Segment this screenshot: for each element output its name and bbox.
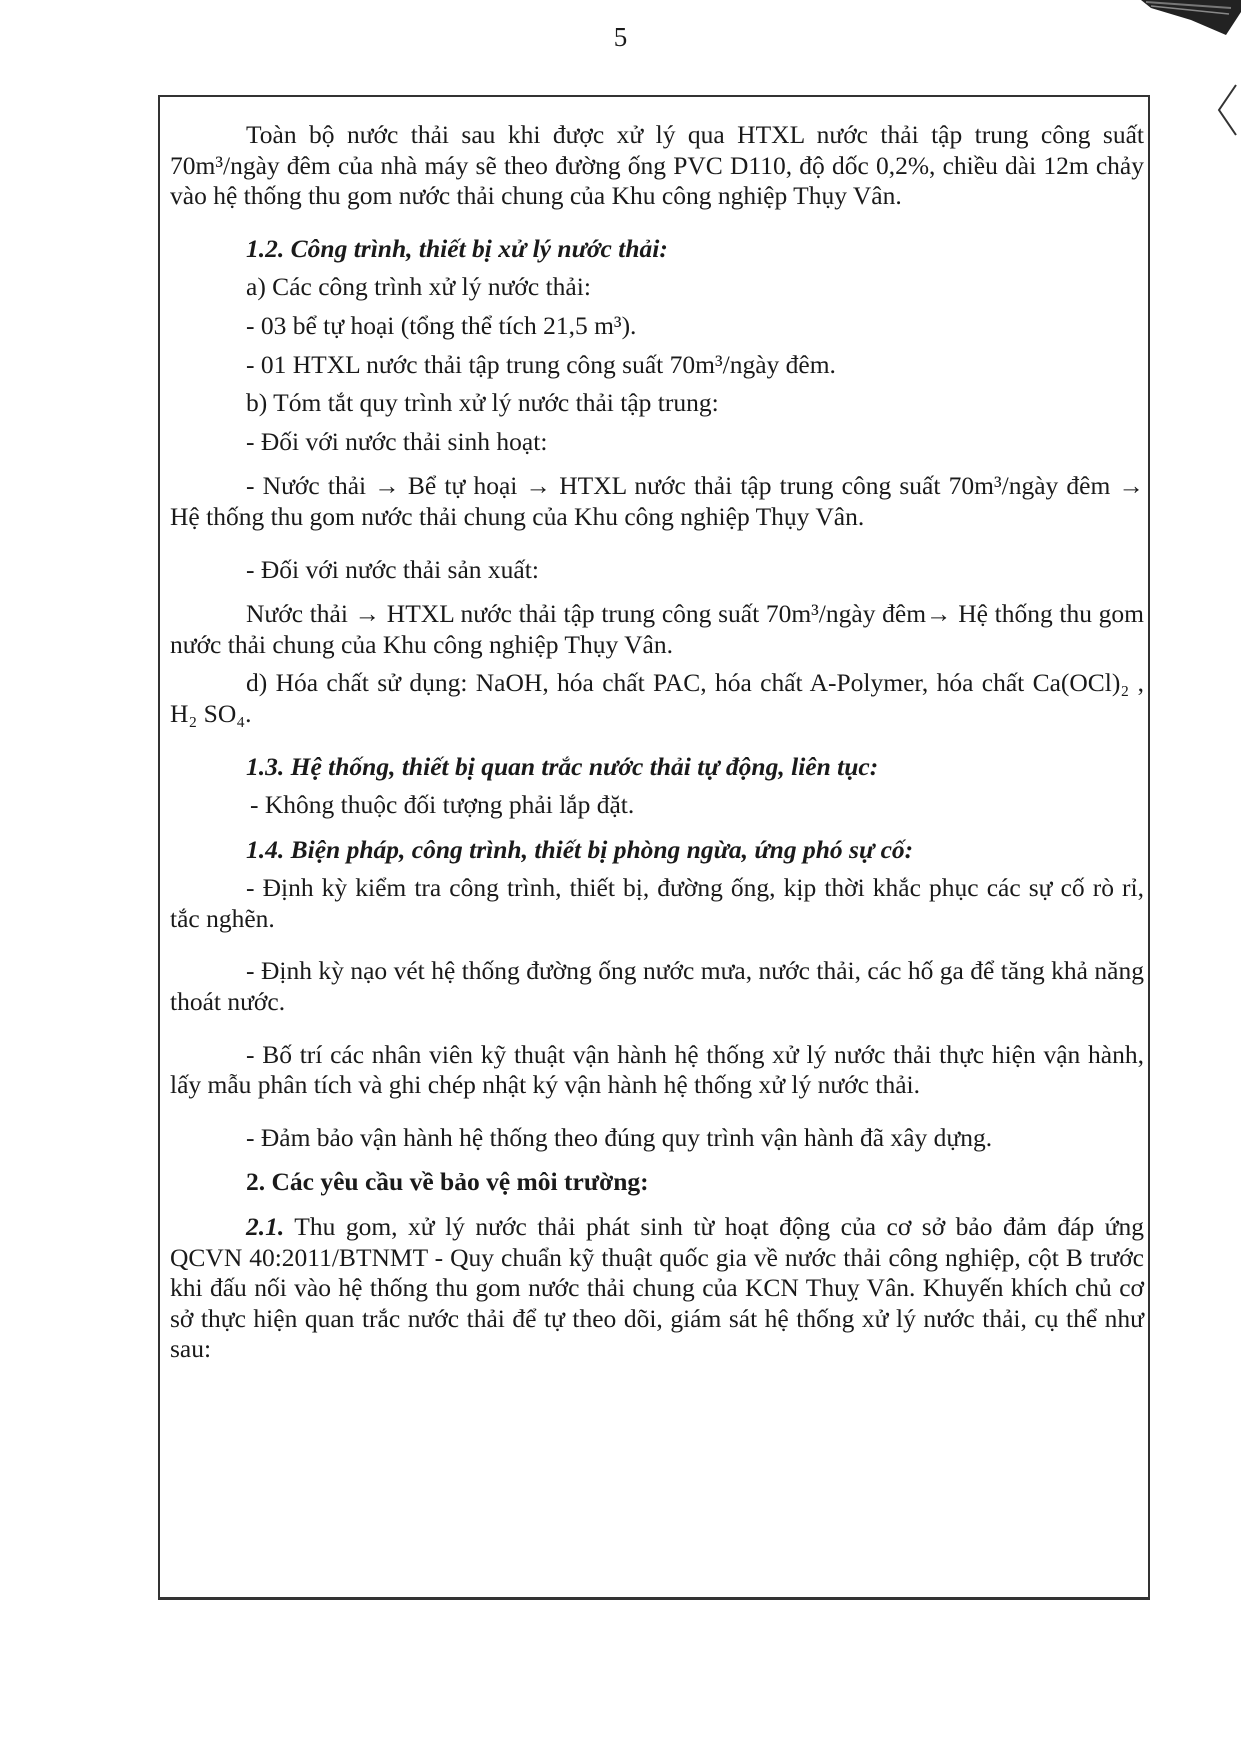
domestic-wastewater-flow: - Nước thải → Bể tự hoại → HTXL nước thải tập trung công suất 70m³/ngày đêm → Hệ thống thu gom nước thải chung của Khu công nghiệp Thụy Vân. <box>170 471 1144 531</box>
production-wastewater-flow: Nước thải → HTXL nước thải tập trung công suất 70m³/ngày đêm→ Hệ thống thu gom nước thải chung của Khu công nghiệp Thụy Vân. <box>170 599 1144 659</box>
monitoring-note: - Không thuộc đối tượng phải lắp đặt. <box>250 790 635 820</box>
measure-2: - Định kỳ nạo vét hệ thống đường ống nước mưa, nước thải, các hố ga để tăng khả năng thoát nước. <box>170 956 1144 1017</box>
measure-4: - Đảm bảo vận hành hệ thống theo đúng quy trình vận hành đã xây dựng. <box>246 1122 993 1152</box>
section-b-title: b) Tóm tắt quy trình xử lý nước thải tập trung: <box>246 388 719 418</box>
heading-2: 2. Các yêu cầu về bảo vệ môi trường: <box>246 1167 649 1197</box>
measure-1: - Định kỳ kiểm tra công trình, thiết bị, đường ống, kịp thời khắc phục các sự cố rò rỉ, tắc nghẽn. <box>170 873 1144 933</box>
section-a-title: a) Các công trình xử lý nước thải: <box>246 272 591 302</box>
paragraph-2-1-label: 2.1. <box>246 1212 285 1242</box>
page-number: 5 <box>613 22 628 52</box>
intro-paragraph: Toàn bộ nước thải sau khi được xử lý qua HTXL nước thải tập trung công suất 70m³/ngày đêm của nhà máy sẽ theo đường ống PVC D110, độ dốc 0,2%, chiều dài 12m chảy vào hệ thống thu gom nước thải chung của Khu công nghiệp Thụy Vân. <box>170 120 1144 211</box>
paragraph-2-1 <box>170 1212 1144 1365</box>
heading-1-4: 1.4. Biện pháp, công trình, thiết bị phòng ngừa, ứng phó sự cố: <box>246 834 914 864</box>
chemicals-used: d) Hóa chất sử dụng: NaOH, hóa chất PAC, hóa chất A-Polymer, hóa chất Ca(OCl)₂ , H₂ SO₄. <box>170 668 1144 728</box>
section-a-item-2: - 01 HTXL nước thải tập trung công suất 70m³/ngày đêm. <box>246 349 836 379</box>
measure-3: - Bố trí các nhân viên kỹ thuật vận hành hệ thống xử lý nước thải thực hiện vận hành, lấy mẫu phân tích và ghi chép nhật ký vận hành hệ thống xử lý nước thải. <box>170 1039 1144 1100</box>
heading-1-3: 1.3. Hệ thống, thiết bị quan trắc nước thải tự động, liên tục: <box>246 751 879 781</box>
scan-corner-mark <box>1041 0 1241 60</box>
domestic-wastewater-title: - Đối với nước thải sinh hoạt: <box>246 426 548 456</box>
production-wastewater-title: - Đối với nước thải sản xuất: <box>246 554 539 584</box>
section-a-item-1: - 03 bể tự hoại (tổng thể tích 21,5 m³). <box>246 310 637 340</box>
paragraph-2-1-text: Thu gom, xử lý nước thải phát sinh từ hoạt động của cơ sở bảo đảm đáp ứng QCVN 40:2011/BTNMT - Quy chuẩn kỹ thuật quốc gia về nước thải công nghiệp, cột B trước khi đấu nối vào hệ thống thu gom nước thải chung của KCN Thuỵ Vân. Khuyến khích chủ cơ sở thực hiện quan trắc nước thải để tự theo dõi, giám sát hệ thống xử lý nước thải, cụ thể như sau: <box>170 1212 1144 1364</box>
heading-1-2: 1.2. Công trình, thiết bị xử lý nước thải: <box>246 233 668 263</box>
document-body <box>170 120 1144 1365</box>
scan-edge-mark <box>1211 80 1241 140</box>
